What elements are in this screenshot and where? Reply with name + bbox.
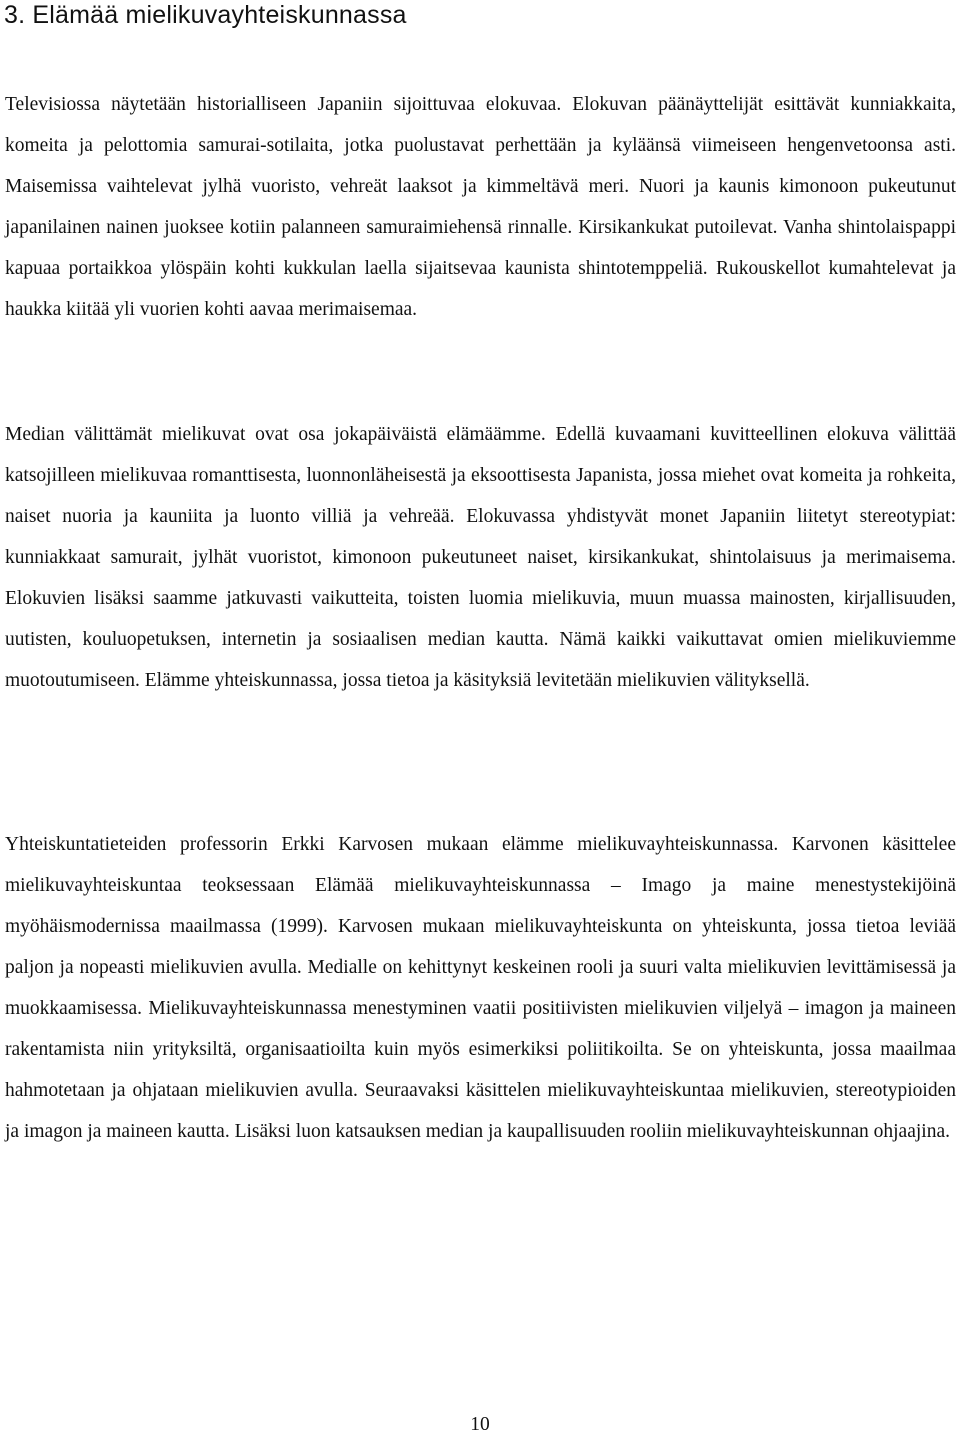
paragraph-3: Yhteiskuntatieteiden professorin Erkki Karvosen mukaan elämme mielikuvayhteiskunnassa. Karvonen käsittelee mielikuvayhteiskuntaa teoksessaan Elämää mielikuvayhteiskunnassa – Imago ja maine menestystekijöinä myöhäismodernissa maailmassa (1999). Karvosen mukaan mielikuvayhteiskunta on yhteiskunta, jossa tietoa leviää paljon ja nopeasti mielikuvien avulla. Medialle on kehittynyt keskeinen rooli ja suuri valta mielikuvien levittämisessä ja muokkaamisessa. Mielikuvayhteiskunnassa menestyminen vaatii positiivisten mielikuvien viljelyä – imagon ja maineen rakentamista niin yrityksiltä, organisaatioilta kuin myös esimerkiksi poliitikoilta. Se on yhteiskunta, jossa maailmaa hahmotetaan ja ohjataan mielikuvien avulla. Seuraavaksi käsittelen mielikuvayhteiskuntaa mielikuvien, stereotypioiden ja imagon ja maineen kautta. Lisäksi luon katsauksen median ja kaupallisuuden rooliin mielikuvayhteiskunnan ohjaajina.	[5, 834, 956, 1142]
paragraph-2: Median välittämät mielikuvat ovat osa jokapäiväistä elämäämme. Edellä kuvaamani kuvitteellinen elokuva välittää katsojilleen mielikuvaa romanttisesta, luonnonläheisestä ja eksoottisesta Japanista, jossa miehet ovat komeita ja rohkeita, naiset nuoria ja kauniita ja luonto villiä ja vehreää. Elokuvassa yhdistyvät monet Japaniin liitetyt stereotypiat: kunniakkaat samurait, jylhät vuoristot, kimonoon pukeutuneet naiset, kirsikankukat, shintolaisuus ja merimaisema. Elokuvien lisäksi saamme jatkuvasti vaikutteita, toisten luomia mielikuvia, muun muassa mainosten, kirjallisuuden, uutisten, kouluopetuksen, internetin ja sosiaalisen median kautta. Nämä kaikki vaikuttavat omien mielikuviemme muotoutumiseen. Elämme yhteiskunnassa, jossa tietoa ja käsityksiä levitetään mielikuvien välityksellä.	[5, 424, 956, 691]
paragraph-1: Televisiossa näytetään historialliseen Japaniin sijoittuvaa elokuvaa. Elokuvan päänäyttelijät esittävät kunniakkaita, komeita ja pelottomia samurai-sotilaita, jotka puolustavat perhettään ja kyläänsä viimeiseen hengenvetoonsa asti. Maisemissa vaihtelevat jylhä vuoristo, vehreät laaksot ja kimmeltävä meri. Nuori ja kaunis kimonoon pukeutunut japanilainen nainen juoksee kotiin palanneen samuraimiehensä rinnalle. Kirsikankukat putoilevat. Vanha shintolaispappi kapuaa portaikkoa ylöspäin kohti kukkulan laella sijaitsevaa kaunista shintotemppeliä. Rukouskellot kumahtelevat ja haukka kiitää yli vuorien kohti aavaa merimaisemaa.	[5, 94, 956, 320]
section-heading: 3. Elämää mielikuvayhteiskunnassa	[4, 1, 407, 29]
page-number: 10	[470, 1414, 490, 1435]
